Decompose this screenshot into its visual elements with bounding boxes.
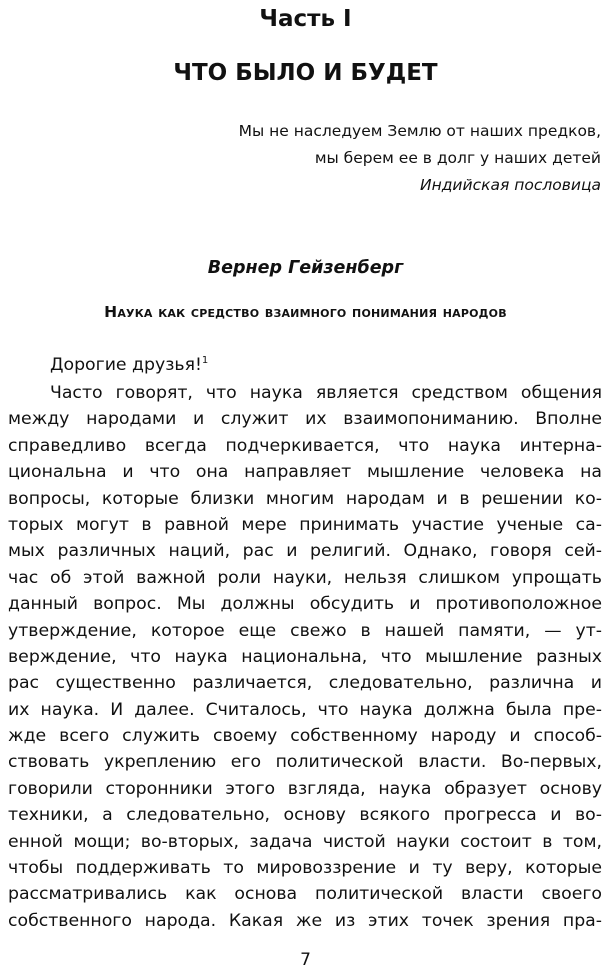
epigraph-line-2: мы берем ее в долг у наших детей — [314, 149, 601, 167]
footnote-marker: 1 — [201, 355, 209, 366]
greeting-text: Дорогие друзья! — [50, 355, 202, 375]
greeting — [50, 355, 208, 375]
text-line: говорили сторонники этого взгляда, наука образует основу — [8, 778, 602, 799]
epigraph — [239, 118, 601, 199]
text-line: час об этой важной роли науки, нельзя слишком упрощать — [8, 567, 602, 588]
text-line: рассматривались как основа политической власти своего — [8, 884, 602, 905]
chapter-title: ЧТО БЫЛО И БУДЕТ — [173, 60, 438, 86]
text-line: Часто говорят, что наука является средством общения — [50, 383, 602, 403]
text-line: циональна и что она направляет мышление человека на — [8, 462, 602, 483]
text-line: верждение, что наука национальна, что мышление разных — [8, 646, 602, 667]
epigraph-source: Индийская пословица — [419, 176, 601, 194]
text-line: утверждение, которое еще свежо в нашей памяти, — ут- — [8, 620, 602, 641]
epigraph-line-1: Мы не наследуем Землю от наших предков, — [238, 122, 601, 140]
text-line: жде всего служить своему собственному народу и способ- — [8, 726, 602, 747]
page-number: 7 — [300, 950, 311, 970]
text-line: мых различных наций, рас и религий. Однако, говоря сей- — [8, 541, 602, 562]
text-line: техники, а следовательно, основу всякого прогресса и во- — [8, 805, 602, 826]
text-line: ствовать укреплению его политической власти. Во-первых, — [8, 752, 602, 773]
text-line: торых могут в равной мере принимать участие ученые са- — [8, 514, 602, 535]
text-line: собственного народа. Какая же из этих точек зрения пра- — [8, 910, 602, 931]
article-author: Вернер Гейзенберг — [207, 258, 404, 278]
part-heading: Часть I — [259, 6, 352, 32]
text-line: енной мощи; во-вторых, задача чистой науки состоит в том, — [8, 831, 602, 852]
text-line: данный вопрос. Мы должны обсудить и противоположное — [8, 594, 602, 615]
text-line: рас существенно различается, следовательно, различна и — [8, 673, 602, 694]
text-line: справедливо всегда подчеркивается, что наука интерна- — [8, 435, 602, 456]
article-title: Наука как средство взаимного понимания народов — [104, 303, 507, 321]
text-line: между народами и служит их взаимопониманию. Вполне — [8, 409, 602, 430]
text-line: их наука. И далее. Считалось, что наука должна была пре- — [8, 699, 602, 720]
text-line: чтобы поддерживать то мировоззрение и ту веру, которые — [8, 858, 602, 879]
body-text — [8, 380, 602, 934]
text-line: вопросы, которые близки многим народам и в решении ко- — [8, 488, 602, 509]
